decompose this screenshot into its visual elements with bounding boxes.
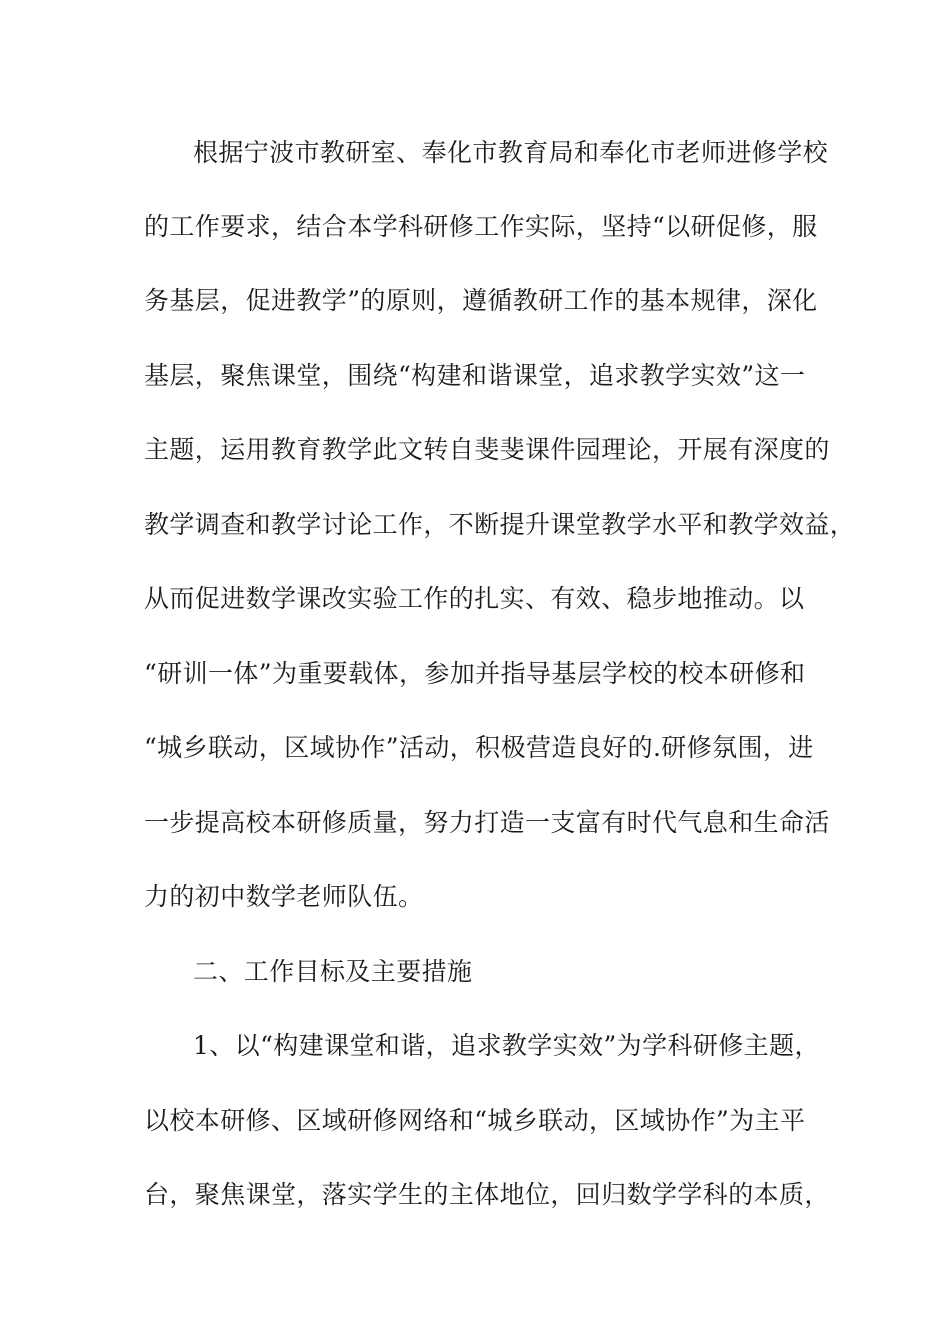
paragraph-line: 一步提高校本研修质量，努力打造一支富有时代气息和生命活 <box>144 808 830 837</box>
paragraph-line: 务基层，促进教学”的原则，遵循教研工作的基本规律，深化 <box>144 286 818 315</box>
paragraph-line: 以校本研修、区域研修网络和“城乡联动，区域协作”为主平 <box>144 1106 806 1135</box>
paragraph-line: 从而促进数学课改实验工作的扎实、有效、稳步地推动。以 <box>144 584 805 613</box>
paragraph-line: “城乡联动，区域协作”活动，积极营造良好的.研修氛围，进 <box>144 733 814 762</box>
paragraph-line: 教学调查和教学讨论工作，不断提升课堂教学水平和教学效益， <box>144 510 856 539</box>
paragraph-line: 台，聚焦课堂，落实学生的主体地位，回归数学学科的本质， <box>144 1180 830 1209</box>
paragraph-line: 的工作要求，结合本学科研修工作实际，坚持“以研促修，服 <box>144 212 818 241</box>
paragraph-line: 基层，聚焦课堂，围绕“构建和谐课堂，追求教学实效”这一 <box>144 361 806 390</box>
paragraph-line: 力的初中数学老师队伍。 <box>144 882 424 911</box>
paragraph-line: “研训一体”为重要载体，参加并指导基层学校的校本研修和 <box>144 659 806 688</box>
paragraph-line: 根据宁波市教研室、奉化市教育局和奉化市老师进修学校 <box>193 138 829 167</box>
paragraph-line: 主题，运用教育教学此文转自斐斐课件园理论，开展有深度的 <box>144 435 830 464</box>
section-heading: 二、工作目标及主要措施 <box>193 957 473 986</box>
paragraph-line: 1、以“构建课堂和谐，追求教学实效”为学科研修主题， <box>193 1031 820 1060</box>
